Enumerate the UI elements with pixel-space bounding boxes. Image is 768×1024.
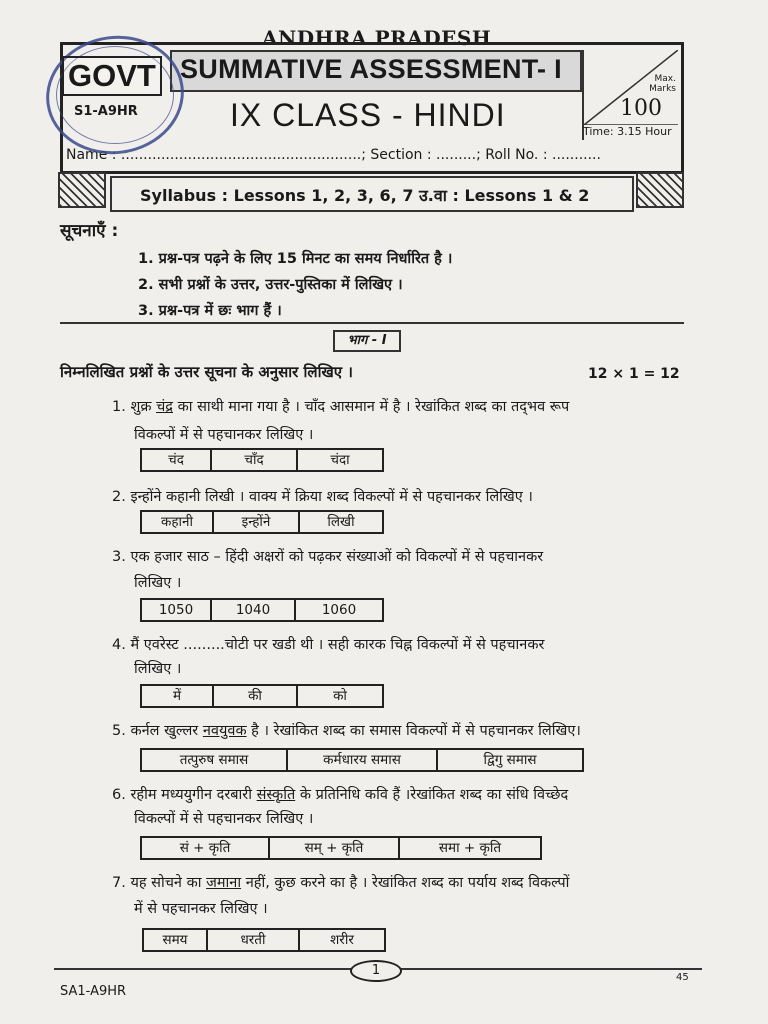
question-number: 7. — [112, 875, 126, 891]
option: 1050 — [142, 600, 212, 620]
option: तत्पुरुष समास — [142, 750, 288, 770]
option: द्विगु समास — [483, 752, 537, 768]
options-box-1 — [140, 448, 384, 472]
question-number: 6. — [112, 787, 126, 803]
stamp-code: S1-A9HR — [74, 104, 138, 119]
option: की — [214, 686, 298, 706]
question-4-line-2: लिखिए । — [134, 661, 182, 677]
question-5 — [112, 720, 581, 740]
question-1-line-2: विकल्पों में से पहचानकर लिखिए । — [134, 427, 314, 443]
instructions-heading: सूचनाएँ : — [60, 221, 119, 241]
question-number: 2. — [112, 489, 126, 505]
footer-number: 45 — [676, 972, 689, 983]
question-text: शुक्र — [130, 399, 157, 415]
instruction-item: 2. सभी प्रश्नों के उत्तर, उत्तर-पुस्तिका में लिखिए । — [138, 277, 403, 293]
question-number: 1. — [112, 399, 126, 415]
syllabus-text: Syllabus : Lessons 1, 2, 3, 6, 7 उ.वा : Lessons 1 & 2 — [140, 186, 590, 205]
part-label: भाग - I — [333, 330, 401, 352]
question-text: कर्नल खुल्लर — [130, 723, 203, 739]
question-1 — [112, 396, 569, 416]
option: 1040 — [212, 600, 296, 620]
option: को — [333, 688, 347, 704]
option: सम्‌ + कृति — [270, 838, 400, 858]
option: 1060 — [321, 602, 357, 618]
exam-time: Time: 3.15 Hour — [583, 125, 672, 138]
option: चंदा — [330, 452, 350, 468]
hatch-block-left — [58, 172, 106, 208]
question-7 — [112, 872, 569, 892]
footer-code: SA1-A9HR — [60, 984, 127, 999]
underlined-word: नवयुवक — [202, 723, 247, 739]
question-2 — [112, 486, 533, 506]
underlined-word: चंद्र — [156, 399, 173, 415]
question-text: का साथी माना गया है । चाँद आसमान में है । रेखांकित शब्द का तद्‌भव रूप — [172, 399, 570, 415]
max-marks-label: Max. Marks — [649, 74, 676, 94]
question-4 — [112, 634, 544, 654]
state-heading: ANDHRA PRADESH — [262, 26, 492, 50]
exam-title: SUMMATIVE ASSESSMENT- I — [180, 54, 562, 84]
question-text: इन्होंने कहानी लिखी । वाक्य में क्रिया शब्द विकल्पों में से पहचानकर लिखिए । — [130, 489, 533, 505]
question-6 — [112, 784, 568, 804]
question-text: यह सोचने का — [130, 875, 207, 891]
question-text: रहीम मध्ययुगीन दरबारी — [130, 787, 257, 803]
option: समय — [144, 930, 208, 950]
max-marks-value: 100 — [620, 96, 662, 121]
question-3-line-2: लिखिए । — [134, 575, 182, 591]
options-box-7 — [142, 928, 386, 952]
hatch-block-right — [636, 172, 684, 208]
instruction-item: 3. प्रश्न-पत्र में छः भाग हैं । — [138, 303, 282, 319]
options-box-5 — [140, 748, 584, 772]
underlined-word: संस्कृति — [256, 787, 296, 803]
option: इन्होंने — [214, 512, 300, 532]
question-3 — [112, 546, 543, 566]
option: चाँद — [212, 450, 298, 470]
part-heading: निम्नलिखित प्रश्नों के उत्तर सूचना के अनुसार लिखिए । — [60, 363, 353, 381]
instruction-item: 1. प्रश्न-पत्र पढ़ने के लिए 15 मिनट का समय निर्धारित है । — [138, 251, 453, 267]
question-number: 3. — [112, 549, 126, 565]
class-subject: IX CLASS - HINDI — [230, 97, 506, 133]
options-box-2 — [140, 510, 384, 534]
question-6-line-2: विकल्पों में से पहचानकर लिखिए । — [134, 811, 314, 827]
question-7-line-2: में से पहचानकर लिखिए । — [134, 901, 268, 917]
option: धरती — [208, 930, 300, 950]
option: कहानी — [142, 512, 214, 532]
option: समा + कृति — [438, 840, 502, 856]
govt-stamp-text: GOVT — [62, 56, 162, 96]
option: सं + कृति — [142, 838, 270, 858]
question-text: के प्रतिनिधि कवि हैं ।रेखांकित शब्द का संधि विच्छेद — [295, 787, 569, 803]
question-text: है । रेखांकित शब्द का समास विकल्पों में से पहचानकर लिखिए। — [246, 723, 581, 739]
question-number: 4. — [112, 637, 126, 653]
options-box-3 — [140, 598, 384, 622]
options-box-4 — [140, 684, 384, 708]
question-text: नहीं, कुछ करने का है । रेखांकित शब्द का पर्याय शब्द विकल्पों — [241, 875, 570, 891]
question-number: 5. — [112, 723, 126, 739]
question-text: मैं एवरेस्ट .........चोटी पर खडी थी । सही कारक चिह्न विकल्पों में से पहचानकर — [130, 637, 545, 653]
options-box-6 — [140, 836, 542, 860]
option: लिखी — [327, 514, 355, 530]
option: शरीर — [330, 932, 354, 948]
option: कर्मधारय समास — [288, 750, 438, 770]
marks-scheme: 12 × 1 = 12 — [588, 366, 680, 382]
underlined-word: जमाना — [206, 875, 242, 891]
name-section-roll-line: Name : ......................................................; Section : .........; Roll No. : ........... — [66, 147, 601, 163]
option: चंद — [142, 450, 212, 470]
page-number: 1 — [350, 960, 402, 982]
divider — [60, 322, 684, 324]
question-text: एक हजार साठ – हिंदी अक्षरों को पढ़कर संख्याओं को विकल्पों में से पहचानकर — [130, 549, 544, 565]
option: में — [142, 686, 214, 706]
